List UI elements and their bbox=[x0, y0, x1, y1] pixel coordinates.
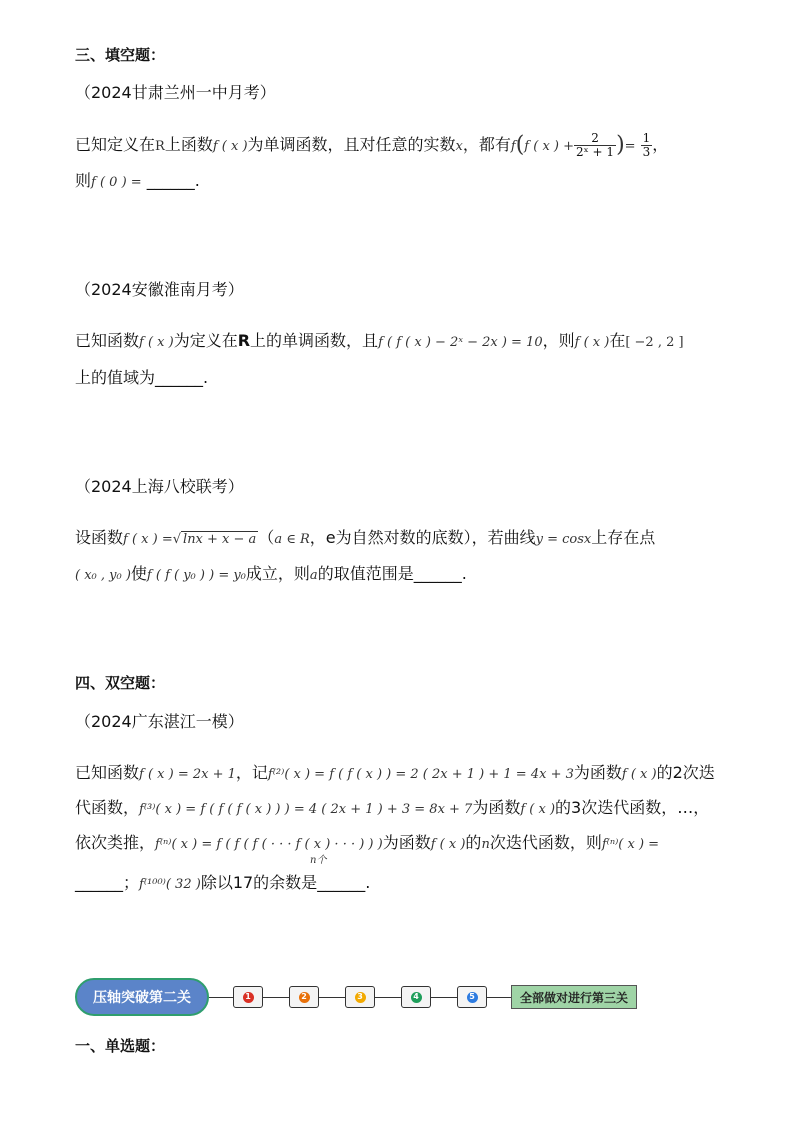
underbrace-label: n个 bbox=[310, 855, 327, 866]
progress-step-2 bbox=[289, 986, 319, 1008]
answer-blank: ______. bbox=[146, 171, 200, 190]
answer-blank: ______. bbox=[317, 873, 371, 892]
problem-text-line: 设函数f ( x ) =√ lnx + x − a （a ∈ R，e为自然对数的底数），若曲线y = cosx上存在点 bbox=[75, 528, 656, 547]
answer-blank: ______. bbox=[413, 564, 467, 583]
problem-text-line: 则f ( 0 ) = ______. bbox=[75, 171, 200, 190]
fraction: $\frac{1}{3}$ bbox=[642, 131, 651, 159]
final-level-badge: 全部做对进行第三关 bbox=[511, 985, 637, 1009]
section-heading-fill-in: 三、填空题： bbox=[75, 46, 166, 64]
step-number-icon: 5 bbox=[467, 992, 478, 1003]
problem-text-line: 已知函数f ( x )为定义在R上的单调函数，且f ( f ( x ) − 2ˣ − 2x ) = 10，则f ( x )在[ −2 , 2 ] bbox=[75, 331, 684, 350]
problem-text-line: ______；f⁽¹⁰⁰⁾( 32 )除以17的余数是______. bbox=[75, 873, 371, 892]
problem-source: （2024广东湛江一模） bbox=[75, 712, 244, 731]
step-number-icon: 2 bbox=[299, 992, 310, 1003]
problem-source: （2024上海八校联考） bbox=[75, 477, 244, 496]
answer-blank: ______ bbox=[75, 873, 123, 892]
problem-source: （2024甘肃兰州一中月考） bbox=[75, 83, 276, 102]
section-heading-single-choice: 一、单选题： bbox=[75, 1037, 166, 1055]
problem-text-line: 代函数，f⁽³⁾( x ) = f ( f ( f ( x ) ) ) = 4 ( 2x + 1 ) + 3 = 8x + 7为函数f ( x )的3次迭代函数，…， bbox=[75, 798, 710, 817]
problem-text-line: 上的值域为______. bbox=[75, 368, 209, 387]
progress-step-1 bbox=[233, 986, 263, 1008]
problem-text-line: 已知函数f ( x ) = 2x + 1，记f⁽²⁾( x ) = f ( f ( x ) ) = 2 ( 2x + 1 ) + 1 = 4x + 3为函数f ( x )的2次迭 bbox=[75, 763, 715, 782]
section-heading-double-blank: 四、双空题： bbox=[75, 674, 166, 692]
progress-step-5 bbox=[457, 986, 487, 1008]
step-number-icon: 3 bbox=[355, 992, 366, 1003]
problem-text-line: ( x₀ , y₀ )使f ( f ( y₀ ) ) = y₀成立，则a的取值范围是______. bbox=[75, 564, 467, 583]
progress-step-3 bbox=[345, 986, 375, 1008]
problem-source: （2024安徽淮南月考） bbox=[75, 280, 244, 299]
level-badge: 压轴突破第二关 bbox=[75, 978, 209, 1016]
progress-step-4 bbox=[401, 986, 431, 1008]
step-number-icon: 4 bbox=[411, 992, 422, 1003]
answer-blank: ______. bbox=[155, 368, 209, 387]
problem-text-line: 依次类推，f⁽ⁿ⁾( x ) = f ( f ( f ( · · · f ( x ) · · · ) ) )为函数f ( x )的n次迭代函数，则f⁽ⁿ⁾( x ) = bbox=[75, 833, 660, 852]
step-number-icon: 1 bbox=[243, 992, 254, 1003]
fraction: $\frac{2}{\text{2ˣ + 1}}$ bbox=[576, 131, 615, 159]
problem-text-line: 已知定义在R上函数f ( x )为单调函数，且对任意的实数x，都有f(f ( x ) + $\frac{2}{\text{2ˣ + 1}}$ )= $\frac{1}{3}$ ， bbox=[75, 131, 669, 159]
